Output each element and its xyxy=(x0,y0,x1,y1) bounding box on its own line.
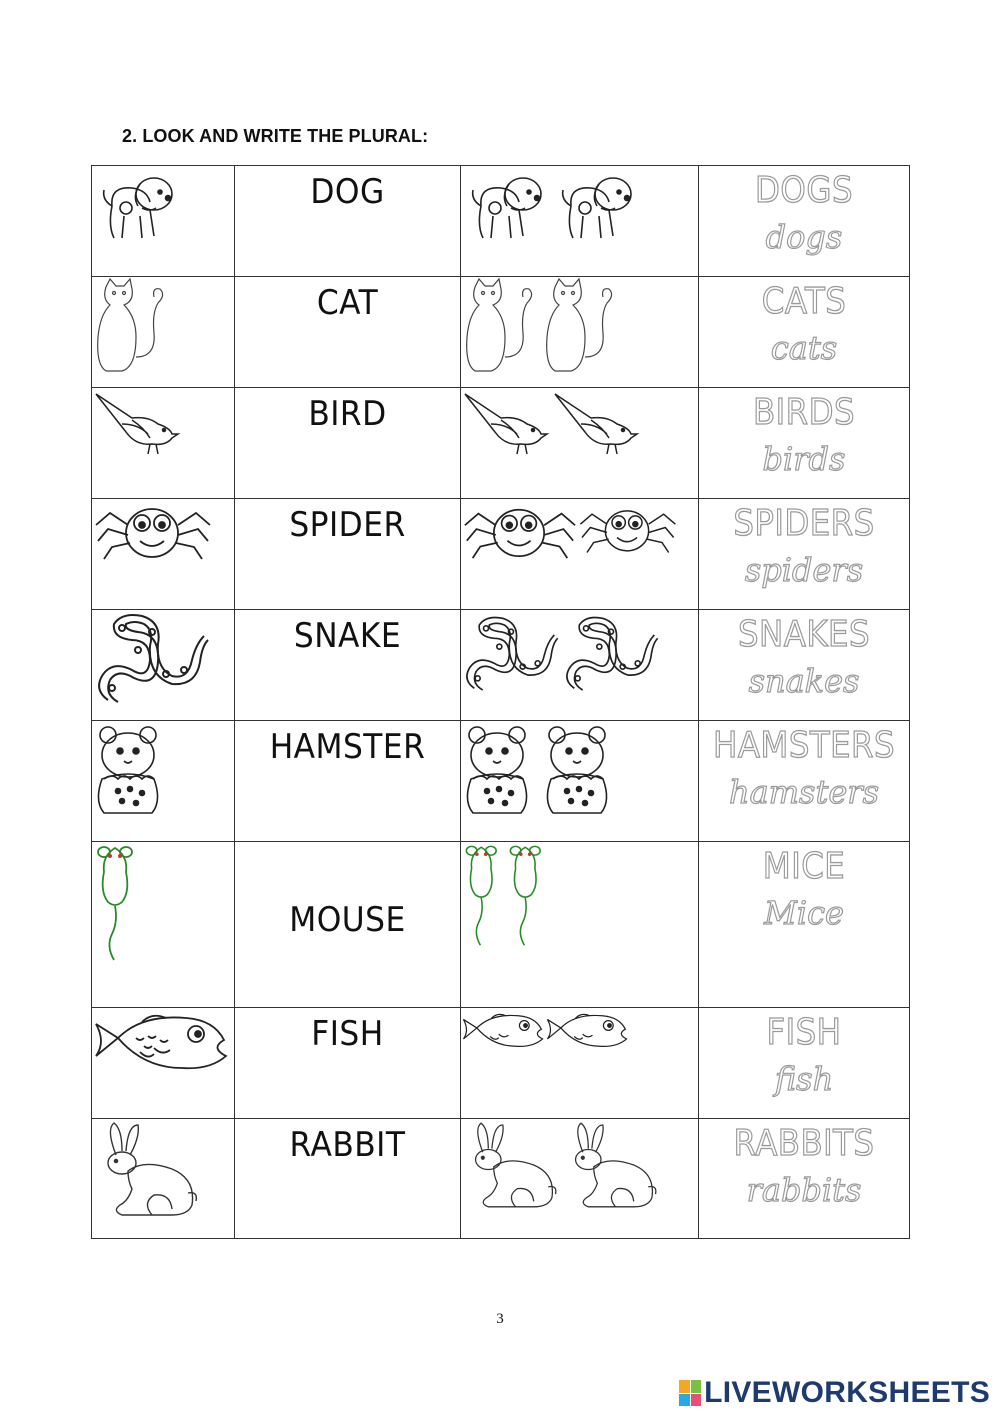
trace-cell[interactable] xyxy=(699,1119,910,1239)
trace-cell[interactable] xyxy=(699,1008,910,1119)
spider-icon xyxy=(92,499,212,565)
table-row xyxy=(92,721,910,842)
plural-picture-cell xyxy=(461,277,699,388)
bird-icon xyxy=(92,388,182,458)
singular-word: BIRD xyxy=(308,394,387,434)
singular-word-cell xyxy=(235,1008,461,1119)
table-row xyxy=(92,1119,910,1239)
plural-picture-cell xyxy=(461,842,699,1008)
hamster-icon xyxy=(92,721,172,821)
spider-icon xyxy=(461,499,577,565)
plural-picture-cell xyxy=(461,499,699,610)
singular-word-cell xyxy=(235,388,461,499)
bird-icon xyxy=(551,388,641,458)
trace-print-word: HAMSTERS xyxy=(713,725,895,766)
trace-print-word: CATS xyxy=(761,281,847,322)
dog-icon xyxy=(551,166,641,246)
singular-picture-cell xyxy=(92,610,235,721)
trace-print-word: BIRDS xyxy=(752,392,856,433)
snake-icon xyxy=(461,610,561,700)
trace-cursive-word: dogs xyxy=(765,218,843,256)
trace-print-word: FISH xyxy=(766,1012,842,1053)
mouse-icon xyxy=(92,842,142,962)
table-row xyxy=(92,842,910,1008)
mouse-icon xyxy=(505,842,549,947)
singular-picture-cell xyxy=(92,166,235,277)
trace-cell[interactable] xyxy=(699,842,910,1008)
singular-picture-cell xyxy=(92,388,235,499)
singular-word-cell xyxy=(235,1119,461,1239)
brand-logo xyxy=(679,1376,990,1410)
snake-icon xyxy=(92,610,212,710)
trace-cell[interactable] xyxy=(699,277,910,388)
table-row xyxy=(92,1008,910,1119)
rabbit-icon xyxy=(92,1119,202,1219)
singular-word-cell xyxy=(235,166,461,277)
table-row xyxy=(92,388,910,499)
snake-icon xyxy=(561,610,661,700)
bird-icon xyxy=(461,388,551,458)
singular-word-cell xyxy=(235,721,461,842)
trace-cell[interactable] xyxy=(699,388,910,499)
table-row xyxy=(92,166,910,277)
table-row xyxy=(92,610,910,721)
table-row xyxy=(92,499,910,610)
singular-word: DOG xyxy=(310,172,385,212)
mouse-icon xyxy=(461,842,505,947)
plural-picture-cell xyxy=(461,1119,699,1239)
trace-cursive-word: Mice xyxy=(764,894,844,932)
trace-print-word: MICE xyxy=(762,846,846,887)
hamster-icon xyxy=(541,721,621,821)
cat-icon xyxy=(92,277,172,377)
plural-picture-cell xyxy=(461,721,699,842)
singular-word: MOUSE xyxy=(289,900,406,940)
trace-print-word: SPIDERS xyxy=(733,503,875,544)
singular-word: SNAKE xyxy=(293,616,402,656)
plural-picture-cell xyxy=(461,1008,699,1119)
trace-cursive-word: spiders xyxy=(744,551,864,589)
trace-print-word: RABBITS xyxy=(733,1123,875,1164)
singular-picture-cell xyxy=(92,1008,235,1119)
cat-icon xyxy=(541,277,621,377)
dog-icon xyxy=(92,166,182,246)
page-number: 3 xyxy=(496,1311,504,1327)
singular-picture-cell xyxy=(92,842,235,1008)
fish-icon xyxy=(461,1008,545,1054)
trace-cursive-word: cats xyxy=(770,329,838,367)
trace-cell[interactable] xyxy=(699,499,910,610)
trace-cell[interactable] xyxy=(699,166,910,277)
trace-cursive-word: snakes xyxy=(748,662,860,700)
cat-icon xyxy=(461,277,541,377)
fish-icon xyxy=(92,1008,230,1078)
trace-print-word: SNAKES xyxy=(738,614,870,655)
trace-print-word: DOGS xyxy=(755,170,853,211)
trace-cursive-word: fish xyxy=(774,1060,834,1098)
plural-table xyxy=(91,165,910,1239)
singular-word: RABBIT xyxy=(289,1125,406,1165)
singular-word-cell xyxy=(235,610,461,721)
singular-word: HAMSTER xyxy=(269,727,426,767)
singular-word: SPIDER xyxy=(289,505,406,545)
exercise-heading: 2. LOOK AND WRITE THE PLURAL: xyxy=(122,126,429,146)
dog-icon xyxy=(461,166,551,246)
rabbit-icon xyxy=(461,1119,561,1211)
singular-word-cell xyxy=(235,499,461,610)
plural-picture-cell xyxy=(461,610,699,721)
brand-name: LIVEWORKSHEETS xyxy=(704,1376,990,1409)
trace-cell[interactable] xyxy=(699,721,910,842)
hamster-icon xyxy=(461,721,541,821)
brand-icon xyxy=(679,1380,701,1406)
singular-picture-cell xyxy=(92,721,235,842)
singular-picture-cell xyxy=(92,1119,235,1239)
rabbit-icon xyxy=(561,1119,661,1211)
singular-word: FISH xyxy=(311,1014,384,1054)
singular-word-cell xyxy=(235,842,461,1008)
fish-icon xyxy=(545,1008,629,1054)
spider-icon xyxy=(577,499,677,561)
trace-cursive-word: birds xyxy=(762,440,846,478)
trace-cell[interactable] xyxy=(699,610,910,721)
singular-picture-cell xyxy=(92,277,235,388)
trace-cursive-word: rabbits xyxy=(746,1171,862,1209)
trace-cursive-word: hamsters xyxy=(729,773,879,811)
table-row xyxy=(92,277,910,388)
plural-picture-cell xyxy=(461,166,699,277)
singular-picture-cell xyxy=(92,499,235,610)
singular-word: CAT xyxy=(316,283,379,323)
singular-word-cell xyxy=(235,277,461,388)
plural-picture-cell xyxy=(461,388,699,499)
